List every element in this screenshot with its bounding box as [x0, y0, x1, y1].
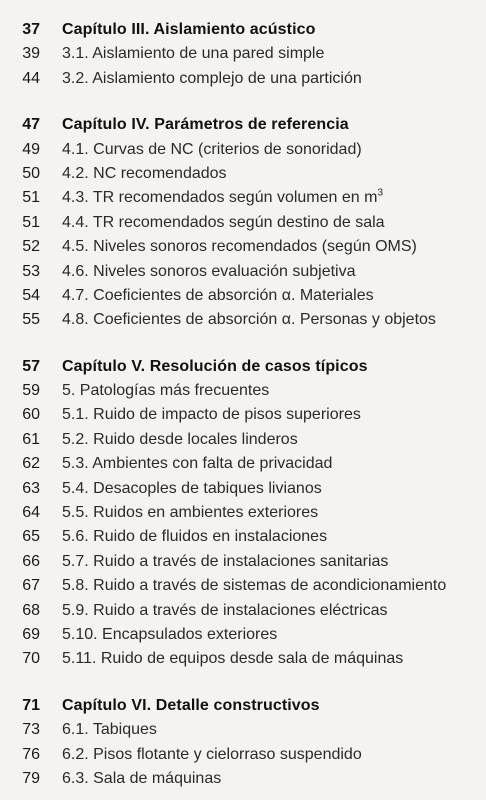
chapter-title: Capítulo IV. Parámetros de referencia — [62, 116, 349, 134]
entry-title: 6.1. Tabiques — [62, 721, 157, 739]
toc-entry — [0, 379, 486, 403]
entry-title: 4.7. Coeficientes de absorción α. Materiales — [62, 286, 374, 304]
page-number: 71 — [22, 696, 40, 714]
toc-entry — [0, 308, 486, 332]
toc-entry — [0, 211, 486, 235]
toc-entry — [0, 162, 486, 186]
entry-title: 4.8. Coeficientes de absorción α. Personas y objetos — [62, 311, 436, 329]
page-number: 73 — [22, 721, 40, 739]
toc-entry — [0, 452, 486, 476]
chapter-vi — [0, 694, 486, 792]
page-number: 65 — [22, 528, 40, 546]
entry-title: 4.6. Niveles sonoros evaluación subjetiva — [62, 262, 356, 280]
entry-title: 5.7. Ruido a través de instalaciones sanitarias — [62, 552, 389, 570]
chapter-heading — [0, 355, 486, 379]
chapter-heading — [0, 113, 486, 137]
page-number: 79 — [22, 769, 40, 787]
chapter-title: Capítulo III. Aislamiento acústico — [62, 21, 316, 38]
entry-title — [40, 186, 383, 210]
page-number: 44 — [22, 69, 40, 87]
page-number: 70 — [22, 650, 40, 668]
page-number: 59 — [22, 382, 40, 400]
toc-entry — [0, 42, 486, 66]
page-number: 69 — [22, 625, 40, 643]
chapter-title: Capítulo VI. Detalle constructivos — [62, 696, 320, 714]
entry-title: 4.1. Curvas de NC (criterios de sonoridad) — [62, 140, 362, 158]
page-number: 47 — [22, 116, 40, 134]
entry-title: 3.1. Aislamiento de una pared simple — [62, 45, 325, 63]
entry-title: 5. Patologías más frecuentes — [62, 382, 270, 400]
chapter-iii — [0, 18, 486, 91]
entry-title: 5.6. Ruido de fluidos en instalaciones — [62, 528, 328, 546]
entry-title: 3.2. Aislamiento complejo de una partición — [62, 69, 362, 87]
page-number: 68 — [22, 601, 40, 619]
toc-entry — [0, 235, 486, 259]
entry-title: 5.8. Ruido a través de sistemas de acondicionamiento — [62, 577, 447, 595]
toc-entry — [0, 718, 486, 742]
toc-entry — [0, 477, 486, 501]
page-number: 62 — [22, 455, 40, 473]
page-number: 55 — [22, 311, 40, 329]
page-number: 67 — [22, 577, 40, 595]
toc-entry — [0, 525, 486, 549]
entry-title-text: 4.3. TR recomendados según volumen en m — [62, 189, 378, 207]
chapter-v — [0, 355, 486, 672]
toc-entry — [0, 138, 486, 162]
toc-entry — [0, 623, 486, 647]
toc-entry — [0, 574, 486, 598]
page-number: 57 — [22, 357, 40, 375]
entry-title: 4.2. NC recomendados — [62, 164, 227, 182]
page-number: 50 — [22, 164, 40, 182]
entry-title: 5.9. Ruido a través de instalaciones eléctricas — [62, 601, 388, 619]
entry-title: 5.5. Ruidos en ambientes exteriores — [62, 504, 319, 522]
toc-entry — [0, 647, 486, 671]
page-number: 39 — [22, 45, 40, 63]
page-number: 76 — [22, 745, 40, 763]
toc-entry — [0, 550, 486, 574]
toc-entry — [0, 428, 486, 452]
page-number: 52 — [22, 238, 40, 256]
toc-entry — [0, 767, 486, 791]
page-number: 53 — [22, 262, 40, 280]
toc-entry — [0, 284, 486, 308]
chapter-heading — [0, 18, 486, 42]
entry-title: 6.2. Pisos flotante y cielorraso suspendido — [62, 745, 362, 763]
entry-title: 5.3. Ambientes con falta de privacidad — [62, 455, 333, 473]
superscript: 3 — [377, 188, 383, 200]
entry-title: 5.2. Ruido desde locales linderos — [62, 430, 298, 448]
toc-entry — [0, 501, 486, 525]
entry-title: 5.10. Encapsulados exteriores — [62, 625, 278, 643]
chapter-iv — [0, 113, 486, 333]
entry-title: 4.4. TR recomendados según destino de sala — [62, 213, 385, 231]
page-number: 66 — [22, 552, 40, 570]
page-number: 51 — [22, 213, 40, 231]
toc-entry — [0, 743, 486, 767]
toc-entry — [0, 599, 486, 623]
page-number: 64 — [22, 504, 40, 522]
page-number: 60 — [22, 406, 40, 424]
page-number: 37 — [22, 21, 40, 38]
toc-entry — [0, 67, 486, 91]
entry-title: 5.4. Desacoples de tabiques livianos — [62, 479, 322, 497]
toc-entry — [0, 186, 486, 210]
page-number: 61 — [22, 430, 40, 448]
entry-title: 4.5. Niveles sonoros recomendados (según OMS) — [62, 238, 417, 256]
page-number: 63 — [22, 479, 40, 497]
toc-entry — [0, 403, 486, 427]
entry-title: 6.3. Sala de máquinas — [62, 769, 222, 787]
page-number: 49 — [22, 140, 40, 158]
chapter-title: Capítulo V. Resolución de casos típicos — [62, 357, 368, 375]
entry-title: 5.11. Ruido de equipos desde sala de máquinas — [62, 650, 404, 668]
chapter-heading — [0, 694, 486, 718]
entry-title: 5.1. Ruido de impacto de pisos superiores — [62, 406, 361, 424]
page-number: 51 — [22, 189, 40, 207]
toc-entry — [0, 260, 486, 284]
page-number: 54 — [22, 286, 40, 304]
